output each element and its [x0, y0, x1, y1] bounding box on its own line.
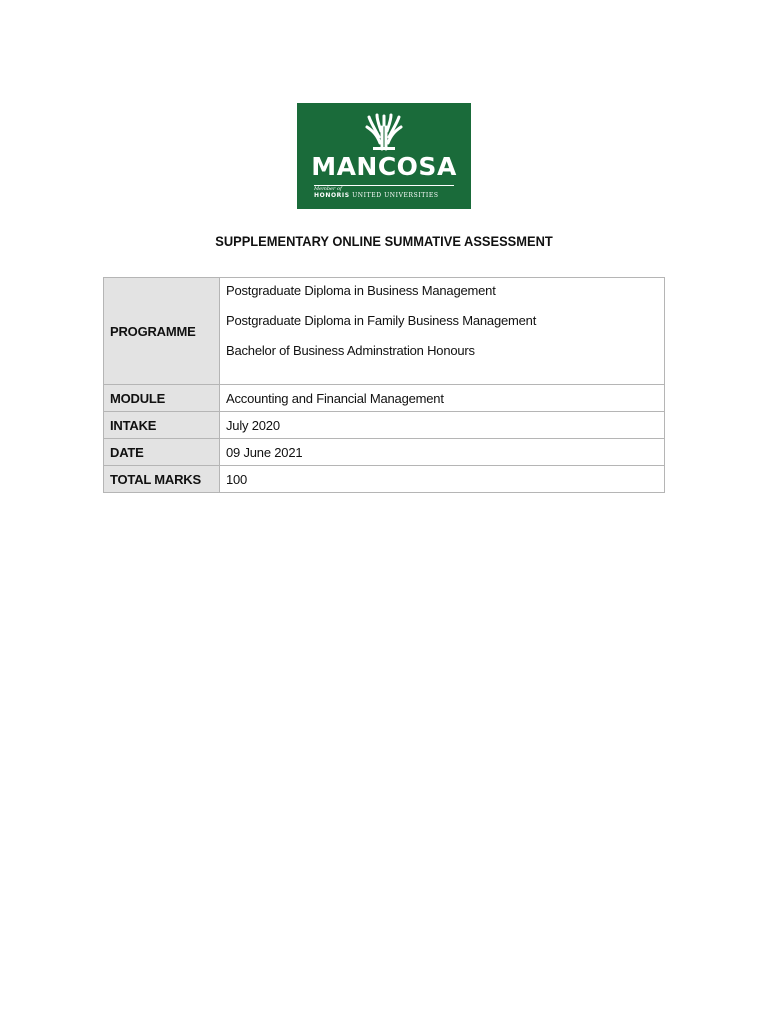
logo-honoris: HONORIS [314, 192, 350, 199]
table-row-intake [104, 412, 665, 439]
logo-wordmark: MANCOSA [311, 152, 457, 181]
module-value: Accounting and Financial Management [220, 385, 665, 412]
total-marks-value: 100 [220, 466, 665, 493]
programme-item: Postgraduate Diploma in Business Management [226, 283, 496, 298]
programme-label: PROGRAMME [104, 278, 220, 385]
programme-item: Postgraduate Diploma in Family Business Management [226, 313, 537, 328]
mancosa-logo [297, 103, 471, 209]
module-label: MODULE [104, 385, 220, 412]
total-marks-label: TOTAL MARKS [104, 466, 220, 493]
page-title: SUPPLEMENTARY ONLINE SUMMATIVE ASSESSMENT [215, 233, 553, 249]
programme-list [220, 278, 665, 385]
logo-united-universities: UNITED UNIVERSITIES [352, 192, 439, 199]
intake-value: July 2020 [220, 412, 665, 439]
table-row-date [104, 439, 665, 466]
table-row-module [104, 385, 665, 412]
date-label: DATE [104, 439, 220, 466]
intake-label: INTAKE [104, 412, 220, 439]
logo-member-of: Member of [314, 186, 342, 192]
date-value: 09 June 2021 [220, 439, 665, 466]
assessment-info-table [103, 277, 665, 493]
table-row-programme [104, 278, 665, 385]
logo-network-name [314, 192, 454, 199]
table-row-total-marks [104, 466, 665, 493]
programme-item: Bachelor of Business Adminstration Honours [226, 343, 475, 358]
